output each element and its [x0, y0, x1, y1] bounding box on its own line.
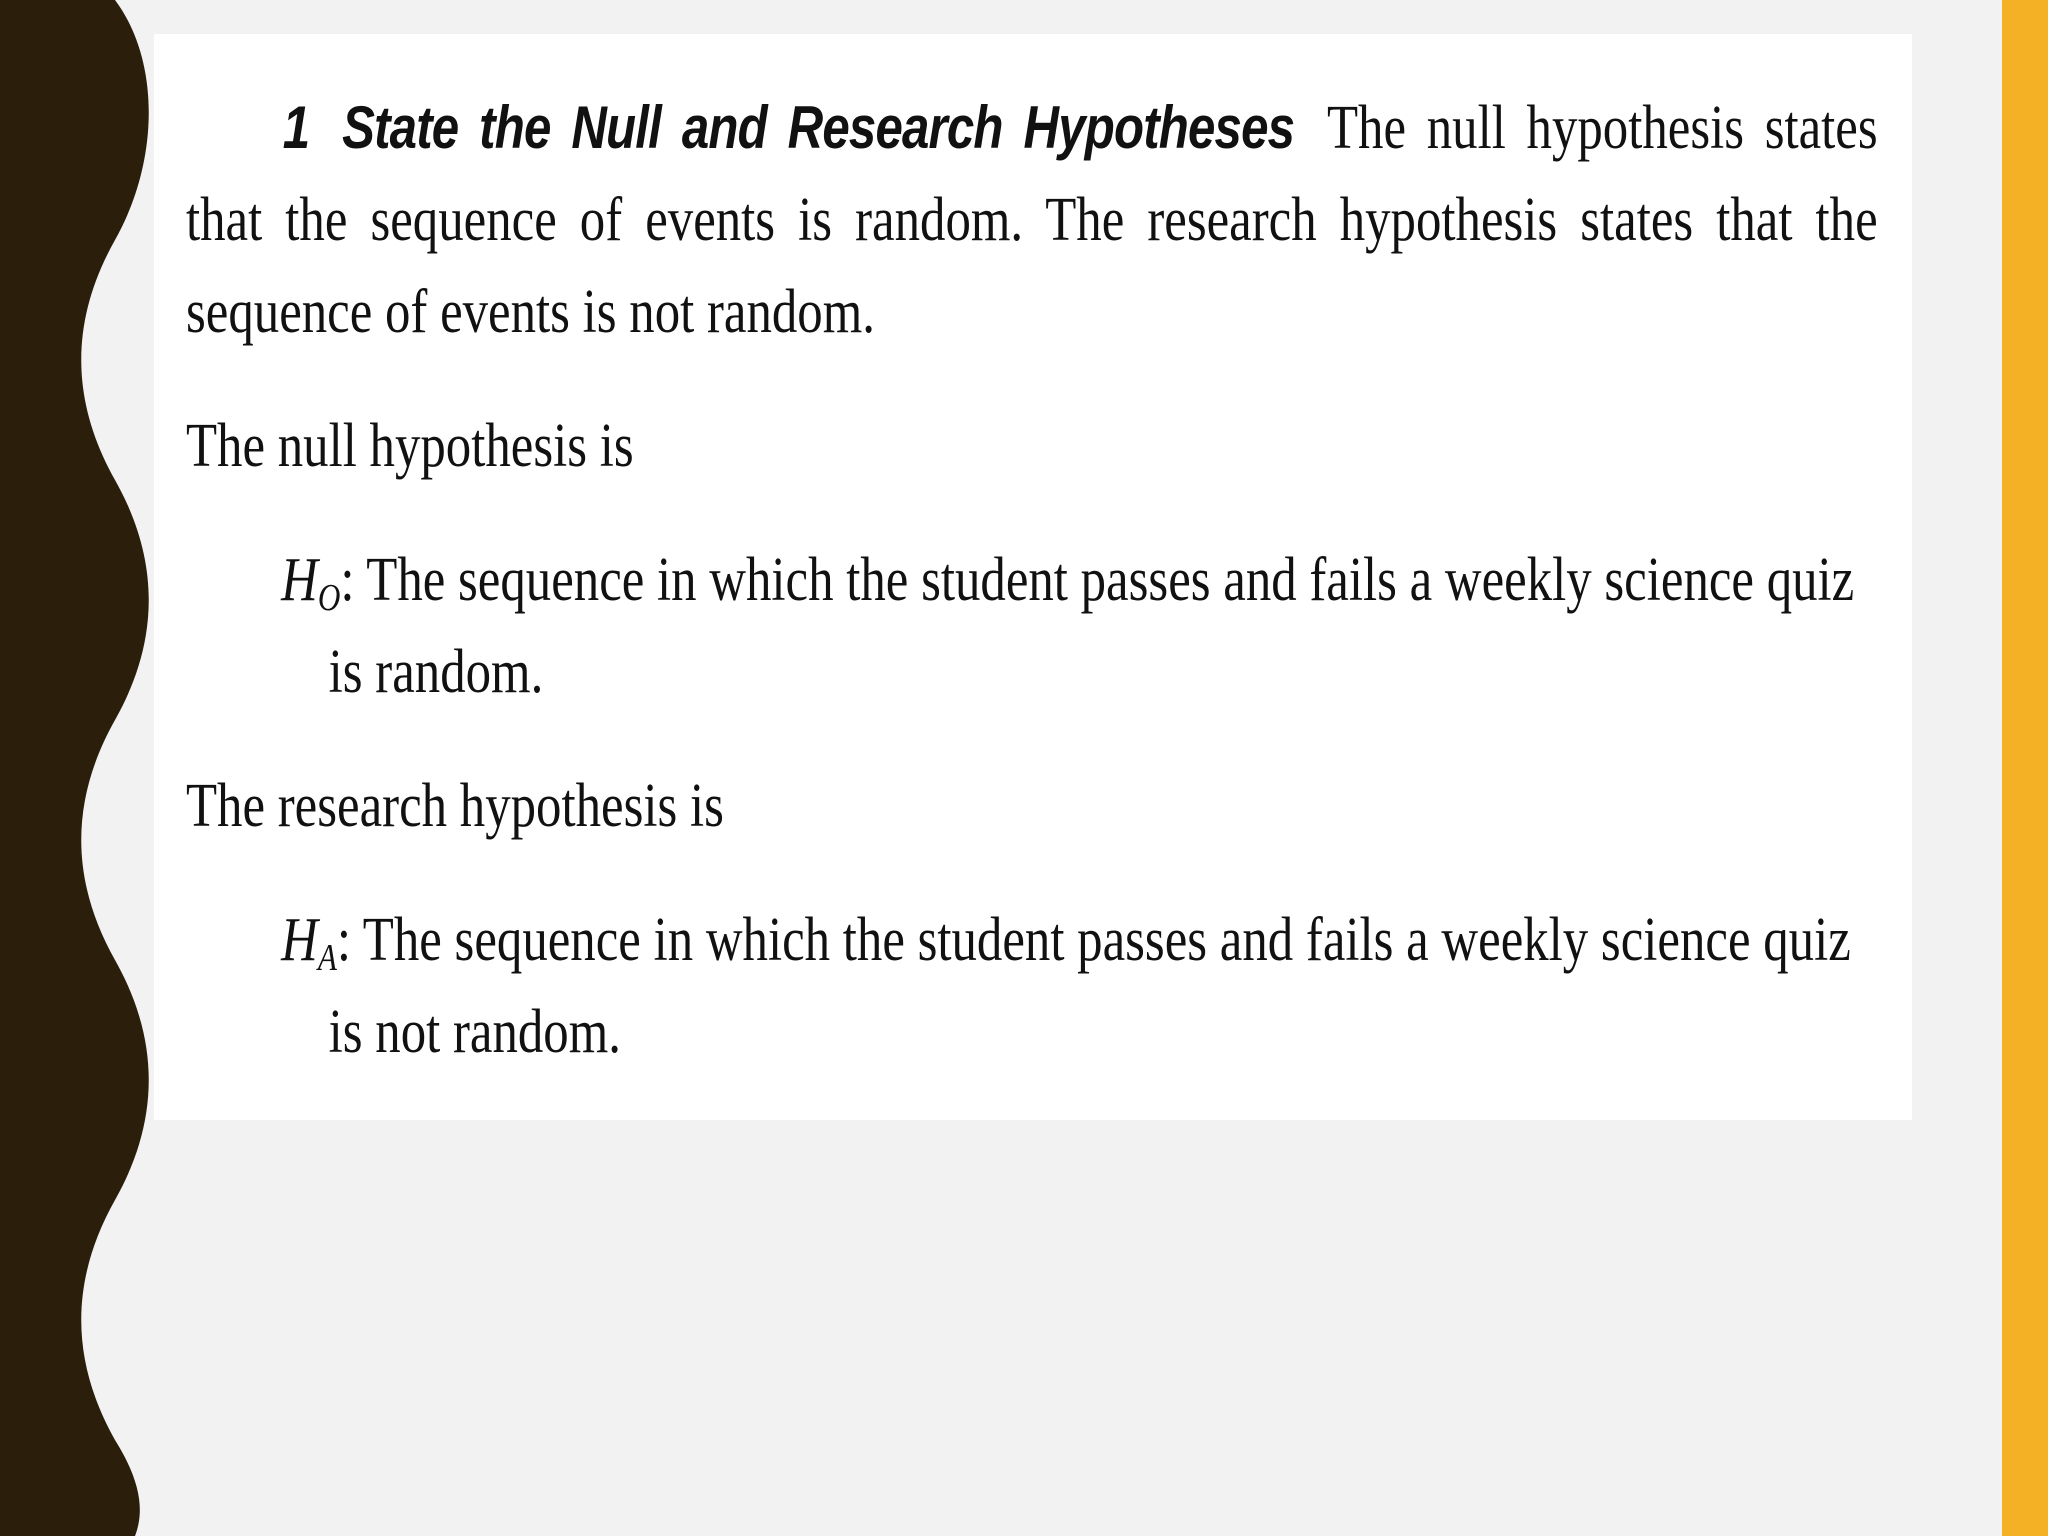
section-number: 1 — [282, 94, 310, 161]
wavy-border-decoration — [0, 0, 160, 1536]
section-paragraph — [186, 82, 1878, 358]
research-hypothesis-line2: is not random. — [328, 998, 621, 1066]
null-hypothesis-symbol: $H_O$ — [281, 546, 341, 619]
textbook-excerpt — [186, 82, 1878, 1078]
research-hypothesis-line1: : The sequence in which the student passes and fails a weekly science quiz — [336, 906, 1851, 974]
accent-bar — [2002, 0, 2048, 1536]
null-hypothesis-statement — [281, 534, 1878, 718]
research-hypothesis-label: The research hypothesis is — [186, 772, 724, 840]
section-title: State the Null and Research Hypotheses — [342, 94, 1295, 161]
research-hypothesis-symbol: $H_A$ — [281, 906, 337, 979]
null-hypothesis-line1: : The sequence in which the student passes and fails a weekly science quiz — [340, 546, 1855, 614]
research-hypothesis-statement — [281, 894, 1878, 1078]
null-hypothesis-line2: is random. — [328, 638, 544, 706]
null-hypothesis-label: The null hypothesis is — [186, 412, 634, 480]
section-intro: The null hypothesis states that the sequence of events is random. The research hypothesis states that the sequence of events is not random. — [186, 94, 1878, 346]
